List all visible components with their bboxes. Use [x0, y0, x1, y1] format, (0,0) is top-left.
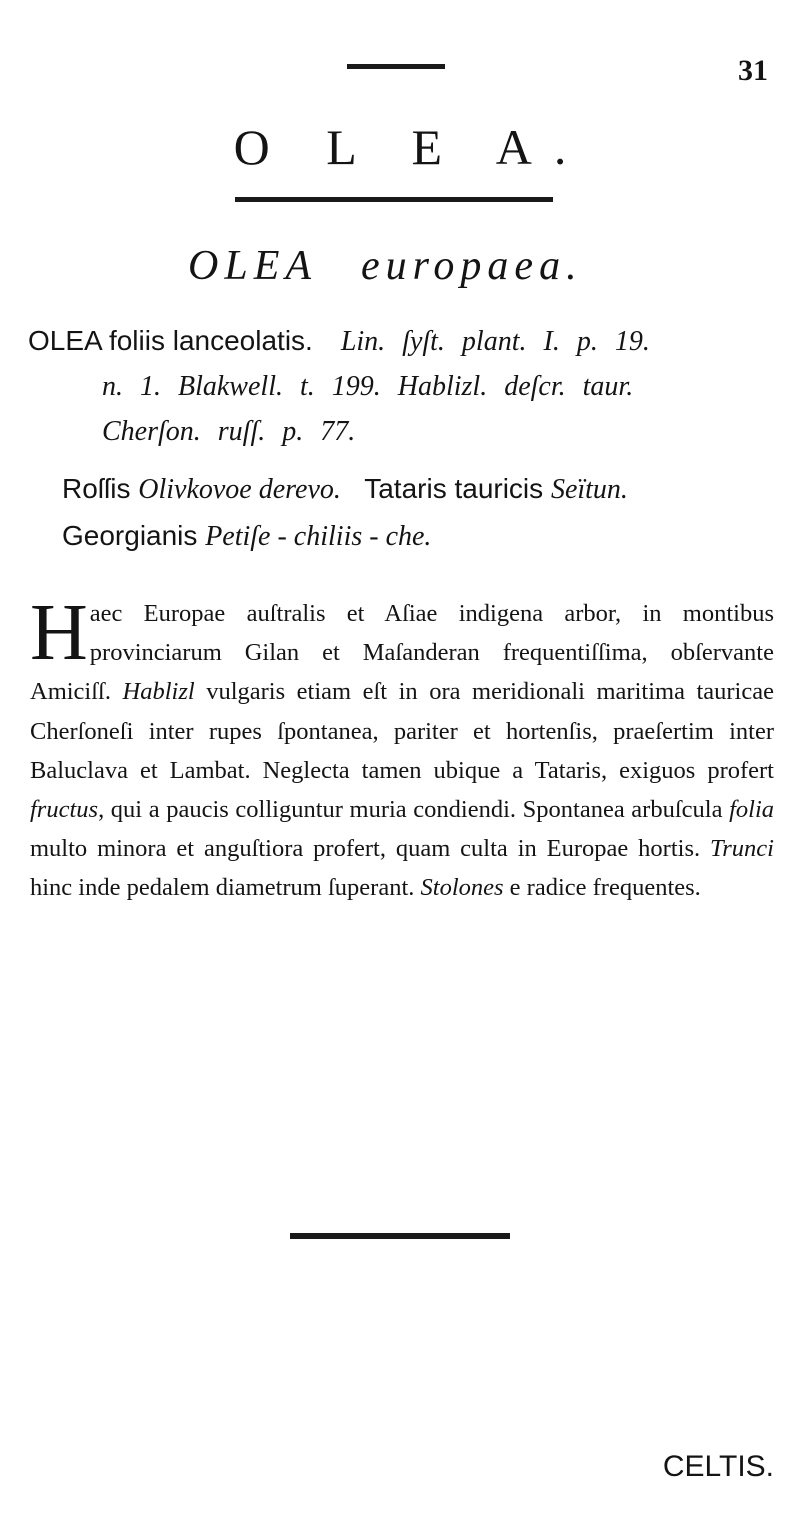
species-epithet: europaea. — [361, 243, 583, 289]
synonymy-block — [28, 318, 778, 454]
tatar-label: Tataris tauricis — [364, 473, 551, 504]
synonymy-reference-linnaeus: Lin. ſyſt. plant. I. p. 19. — [340, 326, 650, 357]
species-heading — [188, 242, 583, 290]
catchword: CELTIS. — [662, 1450, 774, 1483]
description-italic-stolones: Stolones — [420, 874, 504, 902]
page-number: 31 — [738, 54, 768, 87]
end-rule — [290, 1233, 510, 1239]
description-italic-fructus: fructus — [30, 796, 99, 824]
georgian-label: Georgianis — [62, 520, 206, 551]
page-title: O L E A. — [233, 119, 589, 175]
tatar-name: Seïtun. — [550, 474, 628, 505]
description-italic-hablizl: Hablizl — [122, 678, 195, 706]
vernacular-names — [62, 466, 782, 560]
description-text-2: vulgaris etiam eſt in ora meridionali maritima tauricae Cherſoneſi inter rupes ſpontanea, pariter et hortenſis, praeſertim inter Baluclava et Lambat. Neglecta tamen ubique a Tataris, exiguos profert — [30, 678, 774, 784]
top-rule — [347, 64, 445, 69]
synonymy-line-1 — [28, 318, 778, 364]
russian-name: Olivkovoe derevo. — [138, 474, 341, 505]
drop-cap: H — [30, 589, 88, 677]
description-italic-trunci: Trunci — [710, 835, 774, 863]
synonymy-line-2: n. 1. Blakwell. t. 199. Hablizl. deſcr. taur. — [102, 371, 634, 402]
description-text-6: e radice frequentes. — [503, 874, 701, 902]
synonymy-line-3: Cherſon. ruſſ. p. 77. — [102, 416, 356, 447]
vernacular-line-1 — [62, 466, 782, 513]
description-paragraph — [30, 589, 774, 908]
russian-label: Roſſis — [62, 473, 139, 504]
description-italic-folia: folia — [729, 796, 774, 824]
description-text-5: hinc inde pedalem diametrum ſuperant. — [30, 874, 421, 902]
description-text-4: multo minora et anguſtiora profert, quam culta in Europae hortis. — [30, 835, 710, 863]
description-text-1: aec Europae auſtralis et Aſiae indigena arbor, in montibus provinciarum Gilan et Maſanderan frequentiſſima, obſervante Amiciſſ. — [30, 600, 774, 706]
georgian-name: Petiſe - chiliis - che. — [205, 521, 432, 552]
synonymy-name: OLEA foliis lanceolatis. — [28, 325, 313, 356]
vernacular-line-2 — [62, 513, 782, 560]
title-rule — [235, 197, 553, 202]
species-genus: OLEA — [188, 243, 317, 289]
description-text-3: , qui a paucis colliguntur muria condiendi. Spontanea arbuſcula — [98, 796, 730, 824]
